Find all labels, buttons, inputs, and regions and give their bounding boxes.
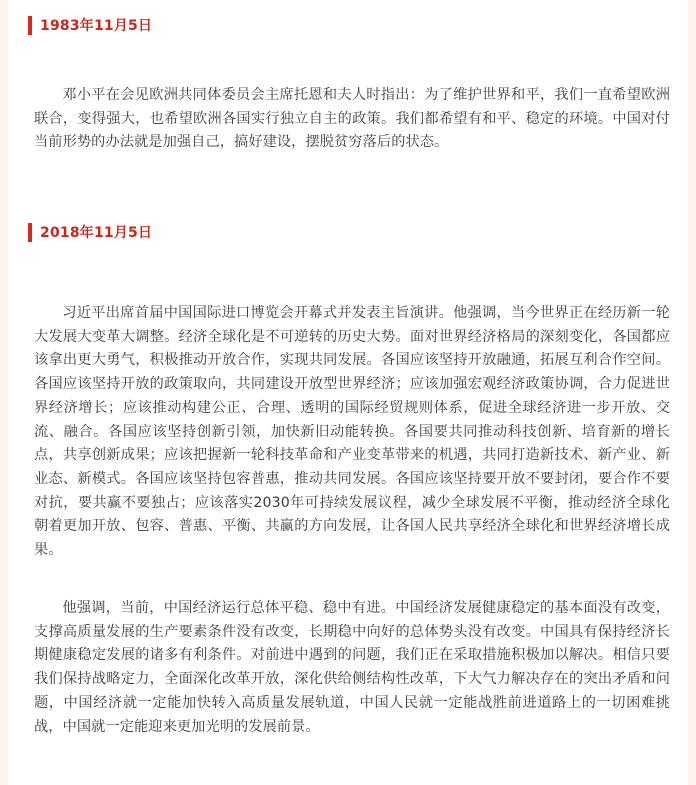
date-heading-1983 [28, 15, 152, 35]
article-body [8, 0, 688, 785]
paragraph-1983: 邓小平在会见欧洲共同体委员会主席托恩和夫人时指出：为了维护世界和平，我们一直希望欧洲联合，变得强大，也希望欧洲各国实行独立自主的政策。我们都希望有和平、稳定的环境。中国对付当前形势的办法就是加强自己，搞好建设，摆脱贫穷落后的状态。 [34, 87, 670, 151]
date-heading-2018 [28, 222, 152, 242]
date-label: 1983年11月5日 [40, 18, 153, 34]
heading-accent-bar [28, 223, 32, 242]
paragraph-2018-speech: 习近平出席首届中国国际进口博览会开幕式并发表主旨演讲。他强调，当今世界正在经历新一轮大发展大变革大调整。经济全球化是不可逆转的历史大势。面对世界经济格局的深刻变化，各国都应该拿出更大勇气，积极推动开放合作，实现共同发展。各国应该坚持开放融通，拓展互利合作空间。各国应该坚持开放的政策取向，共同建设开放型世界经济；应该加强宏观经济政策协调，合力促进世界经济增长；应该推动构建公正、合理、透明的国际经贸规则体系，促进全球经济进一步开放、交流、融合。各国应该坚持创新引领，加快新旧动能转换。各国要共同推动科技创新、培育新的增长点，共享创新成果；应该把握新一轮科技革命和产业变革带来的机遇，共同打造新技术、新产业、新业态、新模式。各国应该坚持包容普惠，推动共同发展。各国应该坚持要开放不要封闭，要合作不要对抗，要共赢不要独占；应该落实2030年可持续发展议程，减少全球发展不平衡，推动经济全球化朝着更加开放、包容、普惠、平衡、共赢的方向发展，让各国人民共享经济全球化和世界经济增长成果。 [34, 305, 670, 559]
date-label: 2018年11月5日 [40, 225, 153, 241]
heading-accent-bar [28, 16, 32, 35]
paragraph-2018-economy: 他强调，当前，中国经济运行总体平稳、稳中有进。中国经济发展健康稳定的基本面没有改变，支撑高质量发展的生产要素条件没有改变，长期稳中向好的总体势头没有改变。中国具有保持经济长期健康稳定发展的诸多有利条件。对前进中遇到的问题，我们正在采取措施积极加以解决。相信只要我们保持战略定力，全面深化改革开放，深化供给侧结构性改革，下大气力解决存在的突出矛盾和问题，中国经济就一定能加快转入高质量发展轨道，中国人民就一定能战胜前进道路上的一切困难挑战，中国就一定能迎来更加光明的发展前景。 [34, 600, 670, 735]
